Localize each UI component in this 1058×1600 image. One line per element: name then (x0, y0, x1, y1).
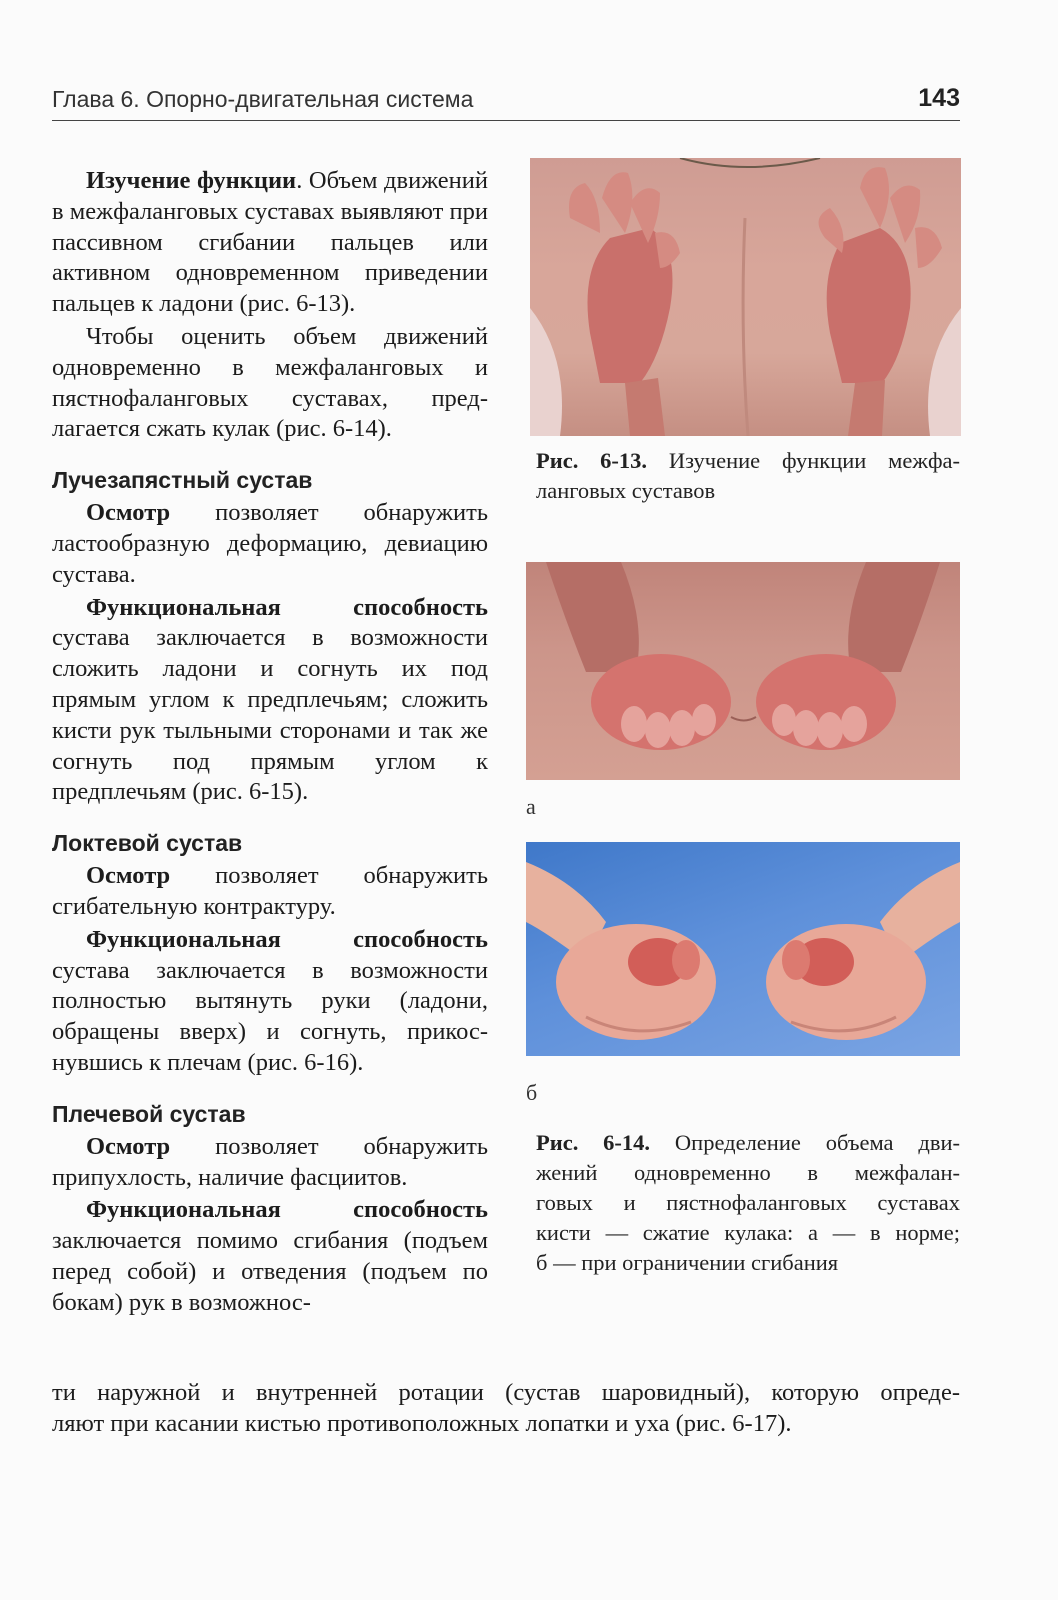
term-functional-capacity: Функциональная способность (86, 1196, 488, 1224)
term-functional-capacity: Функциональная способность (86, 593, 488, 621)
main-text-column (52, 166, 488, 1319)
page-number: 143 (918, 84, 960, 112)
caption-line (536, 1128, 960, 1158)
wrist-function-paragraph (52, 593, 488, 809)
wrist-function-text: сустава заключается в возможности сложить ладони и согнуть их под прямым углом к предплечьям; сложить кисти рук тыльными сторонами и так же согнуть под прямым углом к предплечьям (рис. 6-15). (52, 624, 488, 806)
shoulder-function-text: заключается помимо сгибания (подъем перед собой) и отведения (подъем по бокам) рук в возможнос- (52, 1227, 488, 1316)
elbow-function-text: сустава заключается в возможности полностью вытянуть руки (ладони, обращены вверх) и согнуть, прикоснувшись к плечам (рис. 6-16). (52, 956, 488, 1076)
wrist-inspection-paragraph (52, 498, 488, 590)
intro-paragraph-2: Чтобы оценить объем движений одновременно в межфаланговых и пястнофаланговых суставах, предлагается сжать кулак (рис. 6-14). (52, 322, 488, 443)
caption-line: жений одновременно в межфалан- (536, 1160, 960, 1185)
caption-text: Изучение функции межфа- (647, 448, 961, 473)
section-heading-wrist: Лучезапястный сустав (52, 467, 313, 494)
elbow-inspection-paragraph (52, 861, 488, 923)
shoulder-inspection-text: позволяет обнаружить припухлость, наличие фасциитов. (52, 1132, 488, 1191)
caption-line: кисти — сжатие кулака: а — в норме; (536, 1220, 960, 1245)
caption-line: ланговых суставов (536, 478, 716, 503)
fist-normal-photo (526, 562, 960, 780)
term-functional-capacity: Функциональная способность (86, 925, 488, 953)
section-heading-shoulder: Плечевой сустав (52, 1100, 246, 1127)
full-width-continuation (52, 1378, 960, 1440)
caption-label: Рис. 6-14. (536, 1130, 651, 1155)
continuation-line: ляют при касании кистью противоположных лопатки и уха (рис. 6-17). (52, 1409, 792, 1437)
figure-6-13-photo (530, 158, 961, 436)
figure-6-14a-photo (526, 562, 960, 780)
intro-paragraph-1-text: . Объем движений в межфаланговых суставах выявляют при пассивном сгибании пальцев или активном одновременном приведении пальцев к ладони (рис. 6-13). (52, 167, 489, 318)
term-inspection: Осмотр (86, 499, 171, 527)
wrist-inspection-text: позволяет обнаружить ластообразную деформацию, девиацию сустава. (52, 499, 488, 588)
caption-line: говых и пястнофаланговых суставах (536, 1190, 960, 1215)
elbow-function-paragraph (52, 925, 488, 1079)
caption-label: Рис. 6-13. (536, 448, 648, 473)
running-head: Глава 6. Опорно-двигательная система (52, 86, 474, 112)
shoulder-function-paragraph (52, 1195, 488, 1318)
continuation-line: ти наружной и внутренней ротации (сустав шаровидный), которую опреде- (52, 1379, 960, 1406)
caption-line: б — при ограничении сгибания (536, 1250, 839, 1275)
fist-limited-photo (526, 842, 960, 1056)
figure-6-13-caption (536, 446, 960, 506)
elbow-inspection-text: позволяет обнаружить сгибательную контрактуру. (52, 862, 488, 920)
caption-text: Определение объема дви- (650, 1130, 960, 1155)
section-heading-elbow: Локтевой сустав (52, 830, 243, 857)
page-header (52, 84, 960, 121)
figure-6-14-caption (536, 1128, 960, 1278)
term-inspection: Осмотр (86, 1132, 171, 1160)
hands-flexion-photo (530, 158, 961, 436)
figure-6-14b-photo (526, 842, 960, 1056)
caption-line (536, 446, 960, 476)
figure-label-b: б (526, 1080, 538, 1105)
intro-paragraph-1 (52, 166, 488, 320)
term-function-study: Изучение функции (86, 167, 297, 194)
figure-label-a: а (526, 794, 536, 819)
term-inspection: Осмотр (86, 862, 171, 890)
shoulder-inspection-paragraph (52, 1132, 488, 1194)
